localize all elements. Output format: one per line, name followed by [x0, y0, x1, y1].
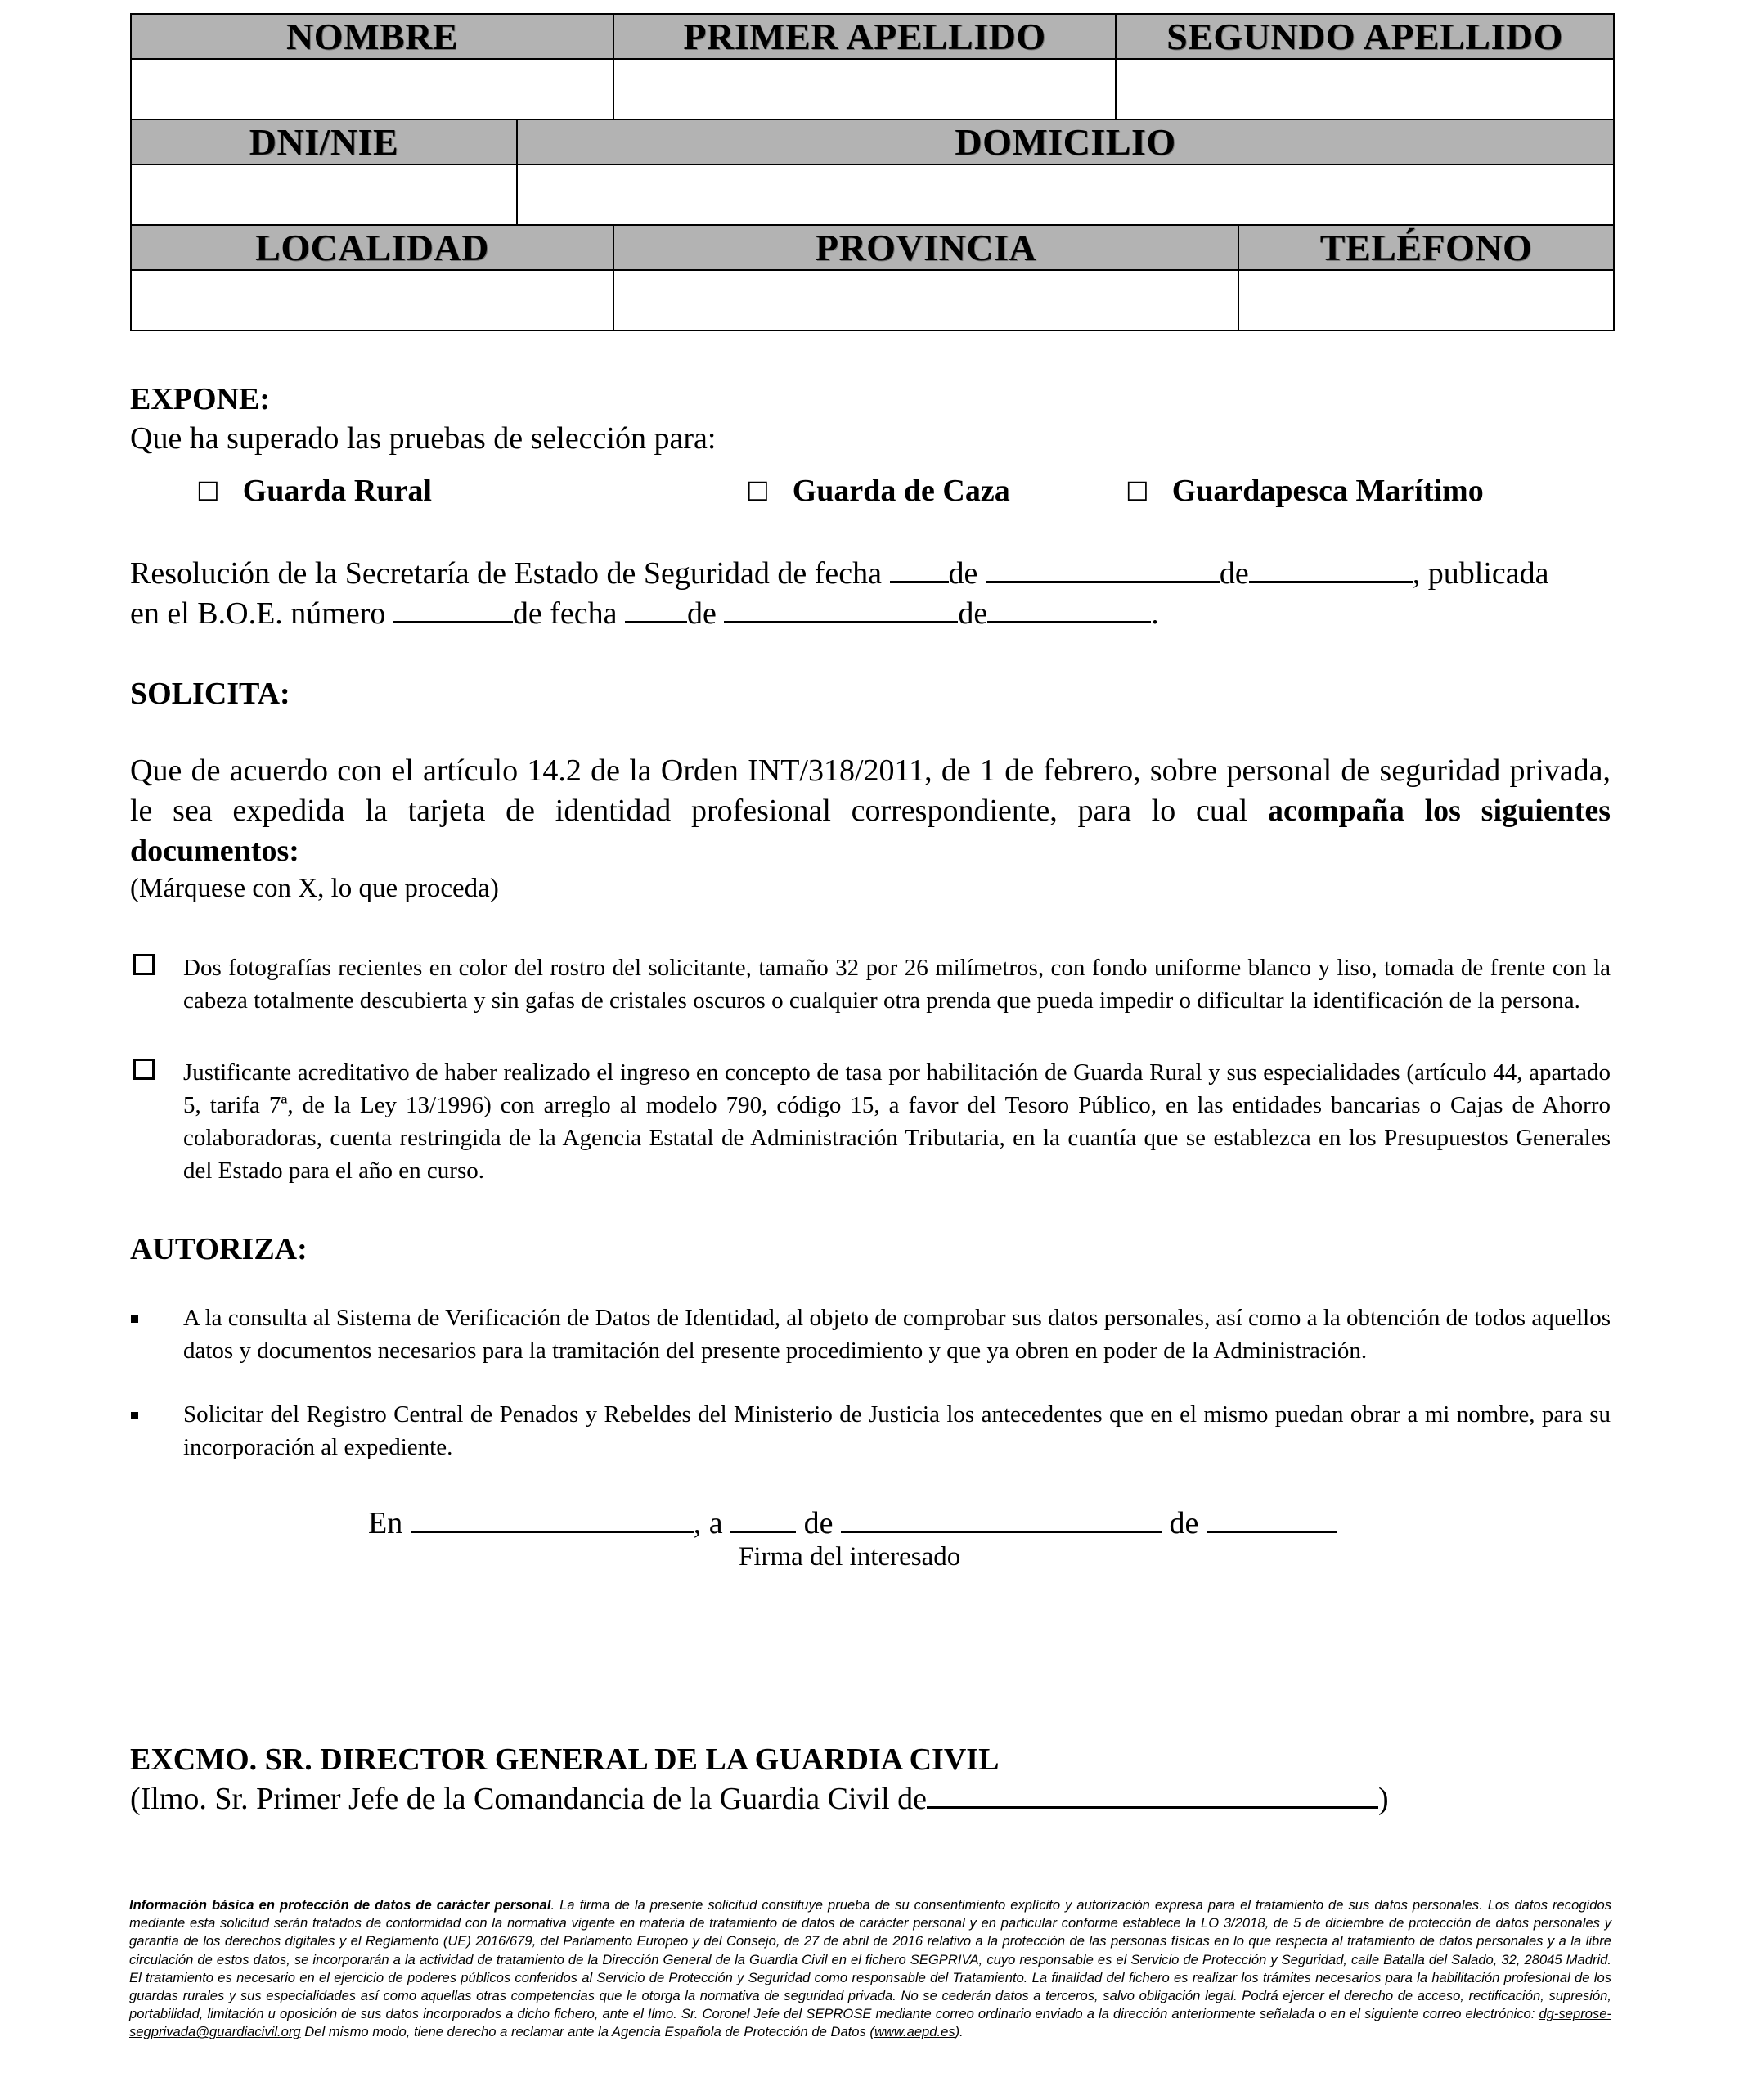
privacy-body-2: Del mismo modo, tiene derecho a reclamar ante la Agencia Española de Protección de Datos (: [300, 2024, 874, 2040]
document-checkbox-fee[interactable]: [133, 1059, 155, 1080]
close-paren: ): [1378, 1782, 1389, 1816]
boe-year-field[interactable]: [987, 596, 1151, 623]
addressee-subtitle: [130, 1779, 1389, 1819]
signature-day-field[interactable]: [730, 1506, 796, 1533]
option-label: Guardapesca Marítimo: [1171, 474, 1484, 508]
telefono-field[interactable]: [1238, 270, 1614, 331]
resolution-line-1: [130, 554, 1548, 594]
header-primer-apellido: PRIMER APELLIDO: [613, 14, 1116, 59]
resolution-line-2: [130, 594, 1159, 634]
signature-line: [368, 1504, 1337, 1544]
boe-day-field[interactable]: [625, 596, 687, 623]
solicita-heading: SOLICITA:: [130, 677, 290, 711]
option-guarda-rural[interactable]: [196, 473, 432, 509]
en-text: En: [368, 1506, 403, 1540]
expone-intro: Que ha superado las pruebas de selección para:: [130, 421, 717, 456]
domicilio-field[interactable]: [517, 164, 1614, 225]
de-text: de: [958, 596, 988, 631]
bullet-icon: [131, 1412, 138, 1419]
addressee-subtitle-text: (Ilmo. Sr. Primer Jefe de la Comandancia de la Guardia Civil de: [130, 1782, 927, 1816]
de-text: de: [1219, 556, 1249, 591]
solicita-text-plain: Que de acuerdo con el artículo 14.2 de la Orden INT/318/2011, de 1 de febrero, sobre personal de seguridad privada, le sea expedida la tarjeta de identidad profesional correspondiente, para lo cual: [130, 753, 1611, 828]
provincia-field[interactable]: [613, 270, 1238, 331]
publicada-text: , publicada: [1412, 556, 1549, 591]
checkbox-icon[interactable]: ☐: [746, 476, 770, 507]
expone-heading: EXPONE:: [130, 382, 270, 416]
resolution-year-field[interactable]: [1249, 556, 1413, 583]
checkbox-icon[interactable]: ☐: [1126, 476, 1149, 507]
identification-table: [130, 13, 1615, 331]
signature-month-field[interactable]: [841, 1506, 1162, 1533]
boe-number-field[interactable]: [393, 596, 513, 623]
document-fee-text: Justificante acreditativo de haber realizado el ingreso en concepto de tasa por habilitación de Guarda Rural y sus especialidades (artículo 44, apartado 5, tarifa 7ª, de la Ley 13/1996) con arreglo al modelo 790, código 15, a favor del Tesoro Público, en las entidades bancarias o Cajas de Ahorro colaboradoras, cuenta restringida de la Agencia Estatal de Administración Tributaria, en la cuantía que se establezca en los Presupuestos Generales del Estado para el año en curso.: [183, 1059, 1611, 1184]
segundo-apellido-field[interactable]: [1116, 59, 1614, 119]
a-text: , a: [693, 1506, 723, 1540]
option-label: Guarda de Caza: [792, 474, 1010, 508]
resolution-month-field[interactable]: [986, 556, 1220, 583]
signature-label: Firma del interesado: [739, 1542, 961, 1572]
option-guardapesca-maritimo[interactable]: [1126, 473, 1484, 509]
option-label: Guarda Rural: [242, 474, 432, 508]
header-segundo-apellido: SEGUNDO APELLIDO: [1116, 14, 1614, 59]
de-text: de: [1169, 1506, 1199, 1540]
bullet-icon: [131, 1315, 138, 1323]
header-domicilio: DOMICILIO: [517, 119, 1614, 164]
header-dni-nie: DNI/NIE: [131, 119, 517, 164]
resolution-day-field[interactable]: [890, 556, 949, 583]
solicita-text: [130, 751, 1611, 871]
de-text: de: [948, 556, 978, 591]
dni-nie-field[interactable]: [131, 164, 517, 225]
end-text: .: [1151, 596, 1159, 631]
de-text: de: [687, 596, 717, 631]
nombre-field[interactable]: [131, 59, 613, 119]
primer-apellido-field[interactable]: [613, 59, 1116, 119]
autoriza-item-2: Solicitar del Registro Central de Penados y Rebeldes del Ministerio de Justicia los antecedentes que en el mismo puedan obrar a mi nombre, para su incorporación al expediente.: [183, 1401, 1611, 1460]
header-provincia: PROVINCIA: [613, 225, 1238, 270]
signature-year-field[interactable]: [1207, 1506, 1337, 1533]
boe-month-field[interactable]: [724, 596, 958, 623]
signature-place-field[interactable]: [411, 1506, 694, 1533]
privacy-email-link[interactable]: dg-seprose-segprivada@guardiacivil.org: [129, 2006, 1611, 2040]
privacy-body: . La firma de la presente solicitud constituye prueba de su consentimiento explícito y autorización expresa para el tratamiento de sus datos personales. Los datos recogidos mediante esta solicitud serán tratados de conformidad con la normativa vigente en materia de tratamiento de datos de carácter personal y en particular conforme establece la LO 3/2018, de 5 de diciembre de protección de datos personales y garantía de los derechos digitales y el Reglamento (UE) 2016/679, del Parlamento Europeo y del Consejo, de 27 de abril de 2016 relativo a la protección de las personas físicas en lo que respecta al tratamiento de datos personales y a la libre circulación de estos datos, se incorporarán a la actividad de tratamiento de la Dirección General de la Guardia Civil en el fichero SEGPRIVA, cuyo responsable es el Servicio de Protección y Seguridad, calle Batalla del Salado, 32, 28045 Madrid. El tratamiento es necesario en el ejercicio de poderes públicos conferidos al Servicio de Protección y Seguridad como responsable del Tratamiento. La finalidad del fichero es realizar los trámites necesarios para la habilitación profesional de los guardas rurales y sus especialidades así como aquellas otras competencias que le otorga la normativa de seguridad privada. No se cederán datos a terceros, salvo obligación legal. Podrá ejercer el derecho de acceso, rectificación, supresión, portabilidad, limitación u oposición de sus datos incorporados a dicho fichero, ante el Ilmo. Sr. Coronel Jefe del SEPROSE mediante correo ordinario enviado a la dirección anteriormente señalada o en el siguiente correo electrónico:: [129, 1897, 1611, 2022]
privacy-notice: [129, 1896, 1611, 2042]
header-localidad: LOCALIDAD: [131, 225, 613, 270]
aepd-website-link[interactable]: www.aepd.es: [874, 2024, 955, 2040]
privacy-body-3: ).: [955, 2024, 964, 2040]
header-telefono: TELÉFONO: [1238, 225, 1614, 270]
localidad-field[interactable]: [131, 270, 613, 331]
comandancia-field[interactable]: [927, 1782, 1378, 1809]
solicita-note: (Márquese con X, lo que proceda): [130, 874, 499, 903]
header-nombre: NOMBRE: [131, 14, 613, 59]
addressee-title: EXCMO. SR. DIRECTOR GENERAL DE LA GUARDIA CIVIL: [130, 1743, 1000, 1777]
privacy-title: Información básica en protección de datos de carácter personal: [129, 1897, 551, 1913]
autoriza-heading: AUTORIZA:: [130, 1232, 308, 1266]
option-guarda-caza[interactable]: [746, 473, 1010, 509]
resolution-text: Resolución de la Secretaría de Estado de Seguridad de fecha: [130, 556, 883, 591]
solicita-text-bold: acompaña los siguientes documentos:: [130, 794, 1611, 868]
document-checkbox-photos[interactable]: [133, 954, 155, 975]
document-photos-text: Dos fotografías recientes en color del rostro del solicitante, tamaño 32 por 26 milímetros, con fondo uniforme blanco y liso, tomada de frente con la cabeza totalmente descubierta y sin gafas de cristales oscuros o cualquier otra prenda que pueda impedir o dificultar la identificación de la persona.: [183, 955, 1611, 1014]
autoriza-item-1: A la consulta al Sistema de Verificación de Datos de Identidad, al objeto de comprobar sus datos personales, así como a la obtención de todos aquellos datos y documentos necesarios para la tramitación del presente procedimiento y que ya obren en poder de la Administración.: [183, 1305, 1611, 1364]
de-fecha-text: de fecha: [512, 596, 618, 631]
de-text: de: [803, 1506, 834, 1540]
checkbox-icon[interactable]: ☐: [196, 476, 220, 507]
boe-text: en el B.O.E. número: [130, 596, 386, 631]
